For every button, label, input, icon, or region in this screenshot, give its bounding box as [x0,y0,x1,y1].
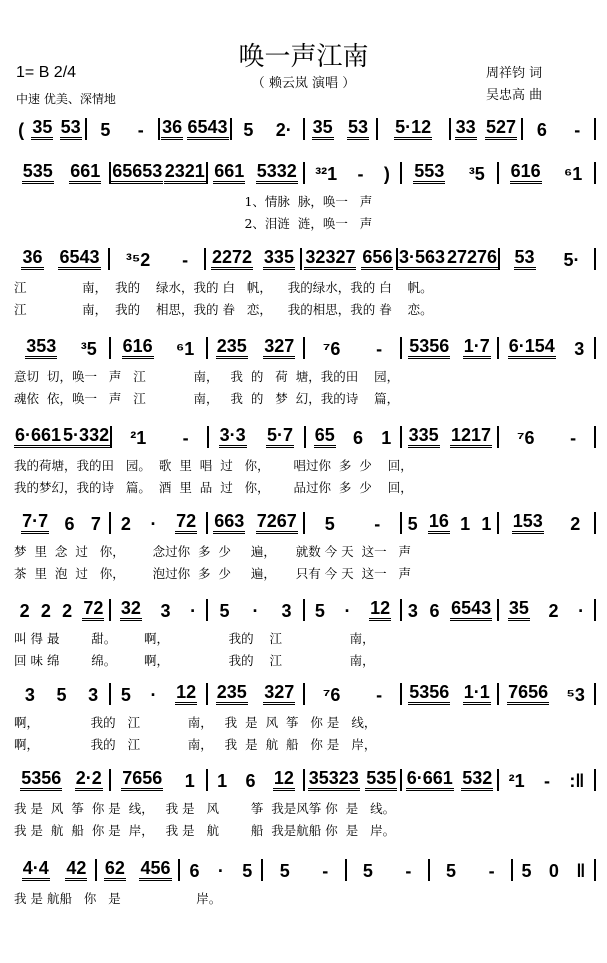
score-row [14,160,596,184]
measure [111,161,206,184]
measure [97,858,178,881]
note-group: 6 [536,120,547,140]
note-group: 6 [64,514,75,534]
note-group: 535 [365,768,397,791]
note-group: · [150,685,157,705]
measure [305,598,400,621]
score-row [14,857,596,881]
measure [111,511,206,534]
note-group: 1 [184,771,195,791]
note-group: 6·661 [14,425,62,448]
bar-line [594,512,596,534]
note-group: - [376,685,383,705]
note-group: ⁶1 [564,164,583,184]
note-group: 2·2 [75,768,103,791]
lyric-line: 我的荷塘，我的田 园。 歌 里 唱 过 你， 唱过你 多 少 回， [14,458,413,473]
bar-line [594,599,596,621]
note-group: - [570,428,577,448]
note-group: 65 [314,425,336,448]
note-group: 5 [219,601,230,621]
lyric-line: 茶 里 泡 过 你， 泡过你 多 少 遍， 只有 今 天 这一 声 [14,566,412,581]
note-group: 5 [243,120,254,140]
note-group: 327 [263,682,295,705]
score-row [14,335,596,359]
note-group: - [544,771,551,791]
measure [499,682,594,705]
note-group: 6543 [187,117,229,140]
score-row [14,246,596,270]
note-group: ⁷6 [322,339,341,359]
note-group: 27276 [446,247,498,270]
note-group: 327 [263,336,295,359]
bar-line [594,769,596,791]
note-group: 2 [570,514,581,534]
note-group: 3 [88,685,99,705]
note-group: 1·7 [463,336,491,359]
note-group: ⁷6 [517,428,535,448]
measure [87,120,158,140]
note-group: 35 [31,117,53,140]
note-group: 1217 [450,425,492,448]
note-group: 5·332 [62,425,110,448]
note-group: 33 [455,117,477,140]
note-group: 661 [213,161,245,184]
bar-line [594,248,596,270]
bar-line [594,118,596,140]
measure [111,336,206,359]
note-group: · [150,514,157,534]
measure [306,425,401,448]
note-group: 35 [312,117,334,140]
lyric-line: 我 是 航 船 你 是 岸， 我 是 航 船 我是航船 你 是 岸。 [14,823,396,838]
note-group: 0 [548,861,559,881]
measure [302,247,396,270]
note-group: - [574,120,581,140]
note-group: 72 [175,511,197,534]
measure [208,601,303,621]
measure [111,598,206,621]
note-group: 5 [445,861,456,881]
measure [209,425,304,448]
note-group: 3 [407,601,418,621]
measure [402,682,497,705]
measure [14,858,95,881]
note-group: 5356 [20,768,62,791]
note-group: · [190,601,197,621]
lyric-line: 江 南， 我的 相思，我的 眷 恋， 我的相思，我的 眷 恋。 [14,302,433,317]
note-group: 535 [22,161,54,184]
note-group: 35 [508,598,530,621]
measure [499,511,594,534]
note-group: - [182,428,189,448]
measure [14,685,109,705]
lyric-line: 我 是 风 筝 你 是 线， 我 是 风 筝 我是风筝 你 是 线。 [14,801,396,816]
measure [208,161,303,184]
note-group: 72 [82,598,104,621]
note-group: 2 [62,601,73,621]
note-group: ³5 [468,164,485,184]
note-group: - [182,250,189,270]
measure [305,164,400,184]
measure [513,861,594,881]
measure [14,768,109,791]
note-group: 1 [381,428,392,448]
lyric-line: 江 南， 我的 绿水，我的 白 帆， 我的绿水，我的 白 帆。 [14,280,433,295]
measure [208,336,303,359]
measure [500,247,594,270]
measure [402,511,497,534]
note-group: 5·7 [266,425,294,448]
note-group: 5 [407,514,418,534]
note-group: 153 [512,511,544,534]
measure [305,339,400,359]
note-group: 2 [120,514,131,534]
lyric-line: 魂依 依，唤一 声 江 南， 我 的 梦 幻，我的诗 篇， [14,391,400,406]
note-group: 12 [175,682,197,705]
measure [451,117,522,140]
measure [499,428,594,448]
measure [499,336,594,359]
lyric-line: 我的梦幻，我的诗 篇。 酒 里 品 过 你， 品过你 多 少 回， [14,480,413,495]
measure [180,861,261,881]
note-group: 5 [314,601,325,621]
measure [402,768,497,791]
measure [305,514,400,534]
note-group: 62 [104,858,126,881]
measure [208,511,303,534]
measure [14,511,109,534]
note-group: 4·4 [22,858,50,881]
note-group: 663 [213,511,245,534]
song-title: 唤一声江南 [238,42,369,72]
note-group: 2272 [211,247,253,270]
lyric-line: 啊， 我的 江 南， 我 是 风 筝 你 是 线， [14,715,377,730]
note-group: 2321 [164,161,206,184]
note-group: 2 [548,601,559,621]
lyric-line: 啊， 我的 江 南， 我 是 航 船 你 是 岸， [14,737,377,752]
note-group: 53 [514,247,536,270]
note-group: ( [18,120,25,140]
note-group: 5 [324,514,335,534]
measure [208,768,303,791]
note-group: 6543 [58,247,100,270]
key-signature: 1= B 2/4 [16,64,77,81]
bar-line [594,859,596,881]
note-group: 5 [279,861,290,881]
note-group: 1 [460,514,471,534]
note-group: ⁵3 [566,685,585,705]
measure [208,682,303,705]
note-group: 53 [347,117,369,140]
lyric-line: 1、情脉 脉，唤一 声 [14,194,373,209]
note-group: · [344,601,351,621]
note-group: 7656 [121,768,163,791]
measure [110,250,204,270]
measure [232,120,303,140]
note-group: 656 [361,247,393,270]
measure [499,161,594,184]
note-group: - [376,339,383,359]
bar-line [594,337,596,359]
measure [305,685,400,705]
note-group: 532 [461,768,493,791]
note-group: 235 [216,336,248,359]
note-group: 12 [369,598,391,621]
measure [499,771,594,791]
note-group: 5 [521,861,532,881]
note-group: · [217,861,224,881]
measure [14,598,109,621]
score-row [14,597,596,621]
note-group: 3 [160,601,171,621]
note-group: 36 [161,117,183,140]
note-group: 335 [408,425,440,448]
measure [378,117,449,140]
note-group: - [405,861,412,881]
measure [402,598,497,621]
measure [347,861,428,881]
note-group: 5 [120,685,131,705]
note-group: 5 [100,120,111,140]
note-group: ³5 [80,339,97,359]
lyricist: 周祥钧 词 [486,66,543,81]
note-group: 616 [122,336,154,359]
note-group: 12 [273,768,295,791]
note-group: 7·7 [21,511,49,534]
note-group: 1 [481,514,492,534]
note-group: 32327 [304,247,356,270]
note-group: 2· [275,120,292,140]
note-group: 5356 [408,336,450,359]
measure [111,768,206,791]
note-group: 2 [40,601,51,621]
note-group: - [322,861,329,881]
measure [398,247,498,270]
note-group: 5356 [408,682,450,705]
singer: （ 赖云岚 演唱 ） [251,76,356,91]
note-group: 35323 [308,768,360,791]
measure [206,247,300,270]
measure [14,161,109,184]
bar-line [594,683,596,705]
measure [499,598,594,621]
note-group: ⁶1 [176,339,195,359]
score-row [14,116,596,140]
note-group: 16 [428,511,450,534]
note-group: 7267 [256,511,298,534]
score-row [14,424,596,448]
bar-line [594,426,596,448]
measure [402,425,497,448]
note-group: 661 [69,161,101,184]
lyric-line: 意切 切，唤一 声 江 南， 我 的 荷 塘，我的田 园， [14,369,400,384]
note-group: ‖ [576,861,586,881]
note-group: 65653 [111,161,163,184]
measure [430,861,511,881]
note-group: 6543 [450,598,492,621]
measure [402,161,497,184]
note-group: - [137,120,144,140]
measure [14,336,109,359]
note-group: - [488,861,495,881]
measure [111,682,206,705]
note-group: 5 [362,861,373,881]
measure [402,336,497,359]
note-group: 616 [510,161,542,184]
note-group: · [252,601,259,621]
note-group: 527 [485,117,517,140]
lyric-line: 2、泪涟 涟，唤一 声 [14,216,373,231]
note-group: ) [383,164,390,184]
note-group: - [357,164,364,184]
note-group: ⁷6 [322,685,341,705]
lyric-line: 叫 得 最 甜。 啊， 我的 江 南， [14,631,375,646]
note-group: 5·12 [394,117,432,140]
note-group: 32 [120,598,142,621]
measure [160,117,231,140]
note-group: - [374,514,381,534]
tempo-marking: 中速 优美、深情地 [16,92,116,106]
score-row [14,510,596,534]
note-group: 5332 [256,161,298,184]
note-group: · [578,601,585,621]
measure [14,247,108,270]
note-group: 5 [242,861,253,881]
note-group: 5· [563,250,580,270]
note-group: 456 [139,858,171,881]
note-group: 6·661 [406,768,454,791]
lyric-line: 梦 里 念 过 你， 念过你 多 少 遍， 就数 今 天 这一 声 [14,544,412,559]
note-group: 553 [413,161,445,184]
note-group: 6 [189,861,200,881]
note-group: 3 [24,685,35,705]
note-group: :‖ [569,771,585,791]
bar-line [594,162,596,184]
note-group: 7 [90,514,101,534]
note-group: 42 [65,858,87,881]
measure [305,768,400,791]
note-group: 1 [217,771,228,791]
note-group: ²1 [508,771,525,791]
measure [14,425,110,448]
note-group: ³⁵2 [125,250,151,270]
score-row [14,681,596,705]
note-group: 6 [245,771,256,791]
note-group: 3 [574,339,585,359]
note-group: 2 [19,601,30,621]
note-group: 3·563 [398,247,446,270]
note-group: 7656 [507,682,549,705]
note-group: ²1 [130,428,147,448]
note-group: 353 [25,336,57,359]
note-group: 6 [353,428,364,448]
note-group: ³²1 [315,164,338,184]
measure [263,861,344,881]
note-group: 53 [60,117,82,140]
measure [305,117,376,140]
measure [112,428,207,448]
note-group: 235 [216,682,248,705]
note-group: 1·1 [463,682,491,705]
note-group: 36 [21,247,43,270]
measure [523,120,594,140]
note-group: 5 [56,685,67,705]
note-group: 6·154 [508,336,556,359]
note-group: 6 [429,601,440,621]
note-group: 3 [281,601,292,621]
lyric-line: 我 是 航船 你 是 岸。 [14,891,222,906]
note-group: 335 [263,247,295,270]
lyric-line: 回 味 绵 绵。 啊， 我的 江 南， [14,653,375,668]
measure [14,117,85,140]
composer: 吴忠高 曲 [486,88,543,103]
score-row [14,767,596,791]
note-group: 3·3 [219,425,247,448]
